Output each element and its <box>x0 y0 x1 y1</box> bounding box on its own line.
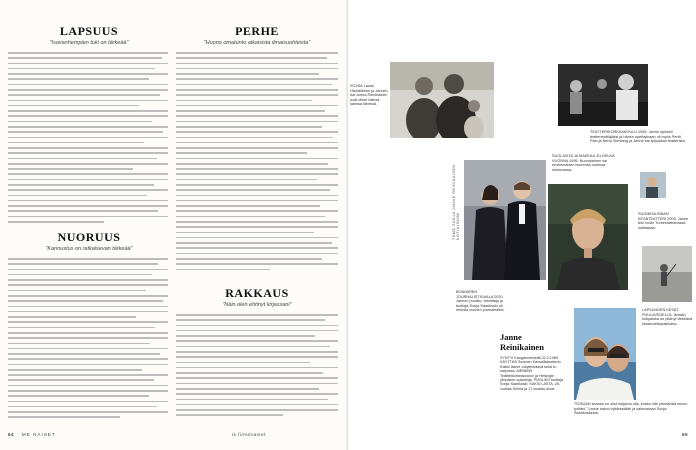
section-heading-nuoruus: NUORUUS <box>57 230 121 244</box>
section-subhead-perhe: ”Huono omatunto aikaisista ilmaisuohteista” <box>203 40 311 46</box>
body-text-block-4 <box>176 314 338 426</box>
profile-name-last: Reinikainen <box>500 342 544 352</box>
photo-suolaista-ja-makeaa <box>548 184 628 290</box>
caption-sonjan: ”SONJAN kanssa on ollut helppoa olla, koska hän ymmärtää minun työtäni.” Janne sanoo tyttärestään ja vaimostaan Sonja Saarikoskesta. <box>574 402 688 416</box>
photo-suomenlinnan-kesateatteri <box>640 172 666 198</box>
vertical-credit: TÄMÄ SARJA JANNE REINIKAISEN KOTIALBUMI <box>452 164 460 240</box>
portrait-photo-illustration <box>548 184 628 290</box>
gala-photo-illustration <box>464 160 546 280</box>
photo-lapsuuden-kesat <box>642 246 692 302</box>
theatre-photo-illustration <box>558 64 648 126</box>
lake-photo-illustration <box>642 246 692 302</box>
caption-suolaista: SUOLAISTA JA MAKEAA -ELOKUVA VUONNA 1995. Nuorukainen sai ensimmäisen isomman roolinsa elokuvassa. <box>552 154 615 172</box>
summer-theatre-illustration <box>640 172 666 198</box>
selfie-photo-illustration <box>574 308 636 400</box>
body-text-block-1 <box>8 52 168 228</box>
profile-name-first: Janne <box>500 332 522 342</box>
photo-bonnierin-gaala <box>464 160 546 280</box>
right-page <box>348 0 696 450</box>
isoisa-photo-illustration <box>390 62 494 138</box>
section-heading-perhe: PERHE <box>235 24 279 38</box>
footer-site: is.fi/menaiset <box>232 432 266 437</box>
page-number-right: 65 <box>682 432 689 437</box>
footer-left <box>8 432 56 437</box>
section-subhead-nuoruus: ”Kannustus on ratkaisevan tärkeää” <box>45 246 133 252</box>
caption-teatterikoreakoulu: TEATTERIKORKEAKOULU 1995. Janne opiskeli teatteriesittäjäksi ja hänen opettajinaan oli myös Pertti Palo ja Nena Stenberg ja Janne sai työpaikan teatterista. <box>590 130 686 144</box>
caption-bonnierin: BONNIERIN JOURNALISTIGAALA 2020. Jannen puoliso, toimittaja ja tuottaja Sonja Saarikoski oli ehdolla vuoden journalistiksi. <box>456 290 505 313</box>
magazine-name: ME NAISET <box>21 432 56 437</box>
photo-isoisa <box>390 62 494 138</box>
caption-isoisa: ISOISÄ Lasse Hämäläinen ja Jannen isä Jorma Reinikainen ovat olleet isänsä kanssa läheisiä. <box>350 84 388 107</box>
body-text-block-3 <box>176 52 338 274</box>
photo-teatterikoreakoulu <box>558 64 648 126</box>
section-heading-rakkaus: RAKKAUS <box>225 286 289 300</box>
body-text-block-2 <box>8 258 168 426</box>
section-heading-lapsuus: LAPSUUS <box>59 24 119 38</box>
caption-lapsuuden-kesat: LAPSUUDEN KESÄT PUULAVEDELLÄ. Isoisän kotipaikka on pitänyt tärkeänä kesänviettopaikkana. <box>642 308 693 326</box>
profile-box <box>500 332 564 424</box>
section-subhead-rakkaus: ”Näin olen ehtinyt kirjassani” <box>222 302 292 308</box>
section-subhead-lapsuus: ”Isovanhempien tuki on tärkeää” <box>49 40 129 46</box>
profile-bio: SYNTYI Kangasniemellä 22.3.1969. KÄYTTÄÄ Suomen Kansallisteatterin Kaikki äänet -näytelmässä sekä tv-sarjoissa. AIEMMIN Teatterikorkeakoulun ja Helsingin yliopiston opiskelija. PUOLISO tuottaja Sonja Saarikoski. KAKSI LASTA, 29-vuotias Selma ja 17-vuotias Alvar. <box>500 356 564 391</box>
page-number-left: 64 <box>8 432 15 437</box>
caption-suomenlinnan: SUOMENLINNAN KESÄTEATTERI 2005. Janne teki roolin Tuntemattomassa sotilaassa. <box>638 212 689 230</box>
photo-sonjan-kanssa <box>574 308 636 400</box>
